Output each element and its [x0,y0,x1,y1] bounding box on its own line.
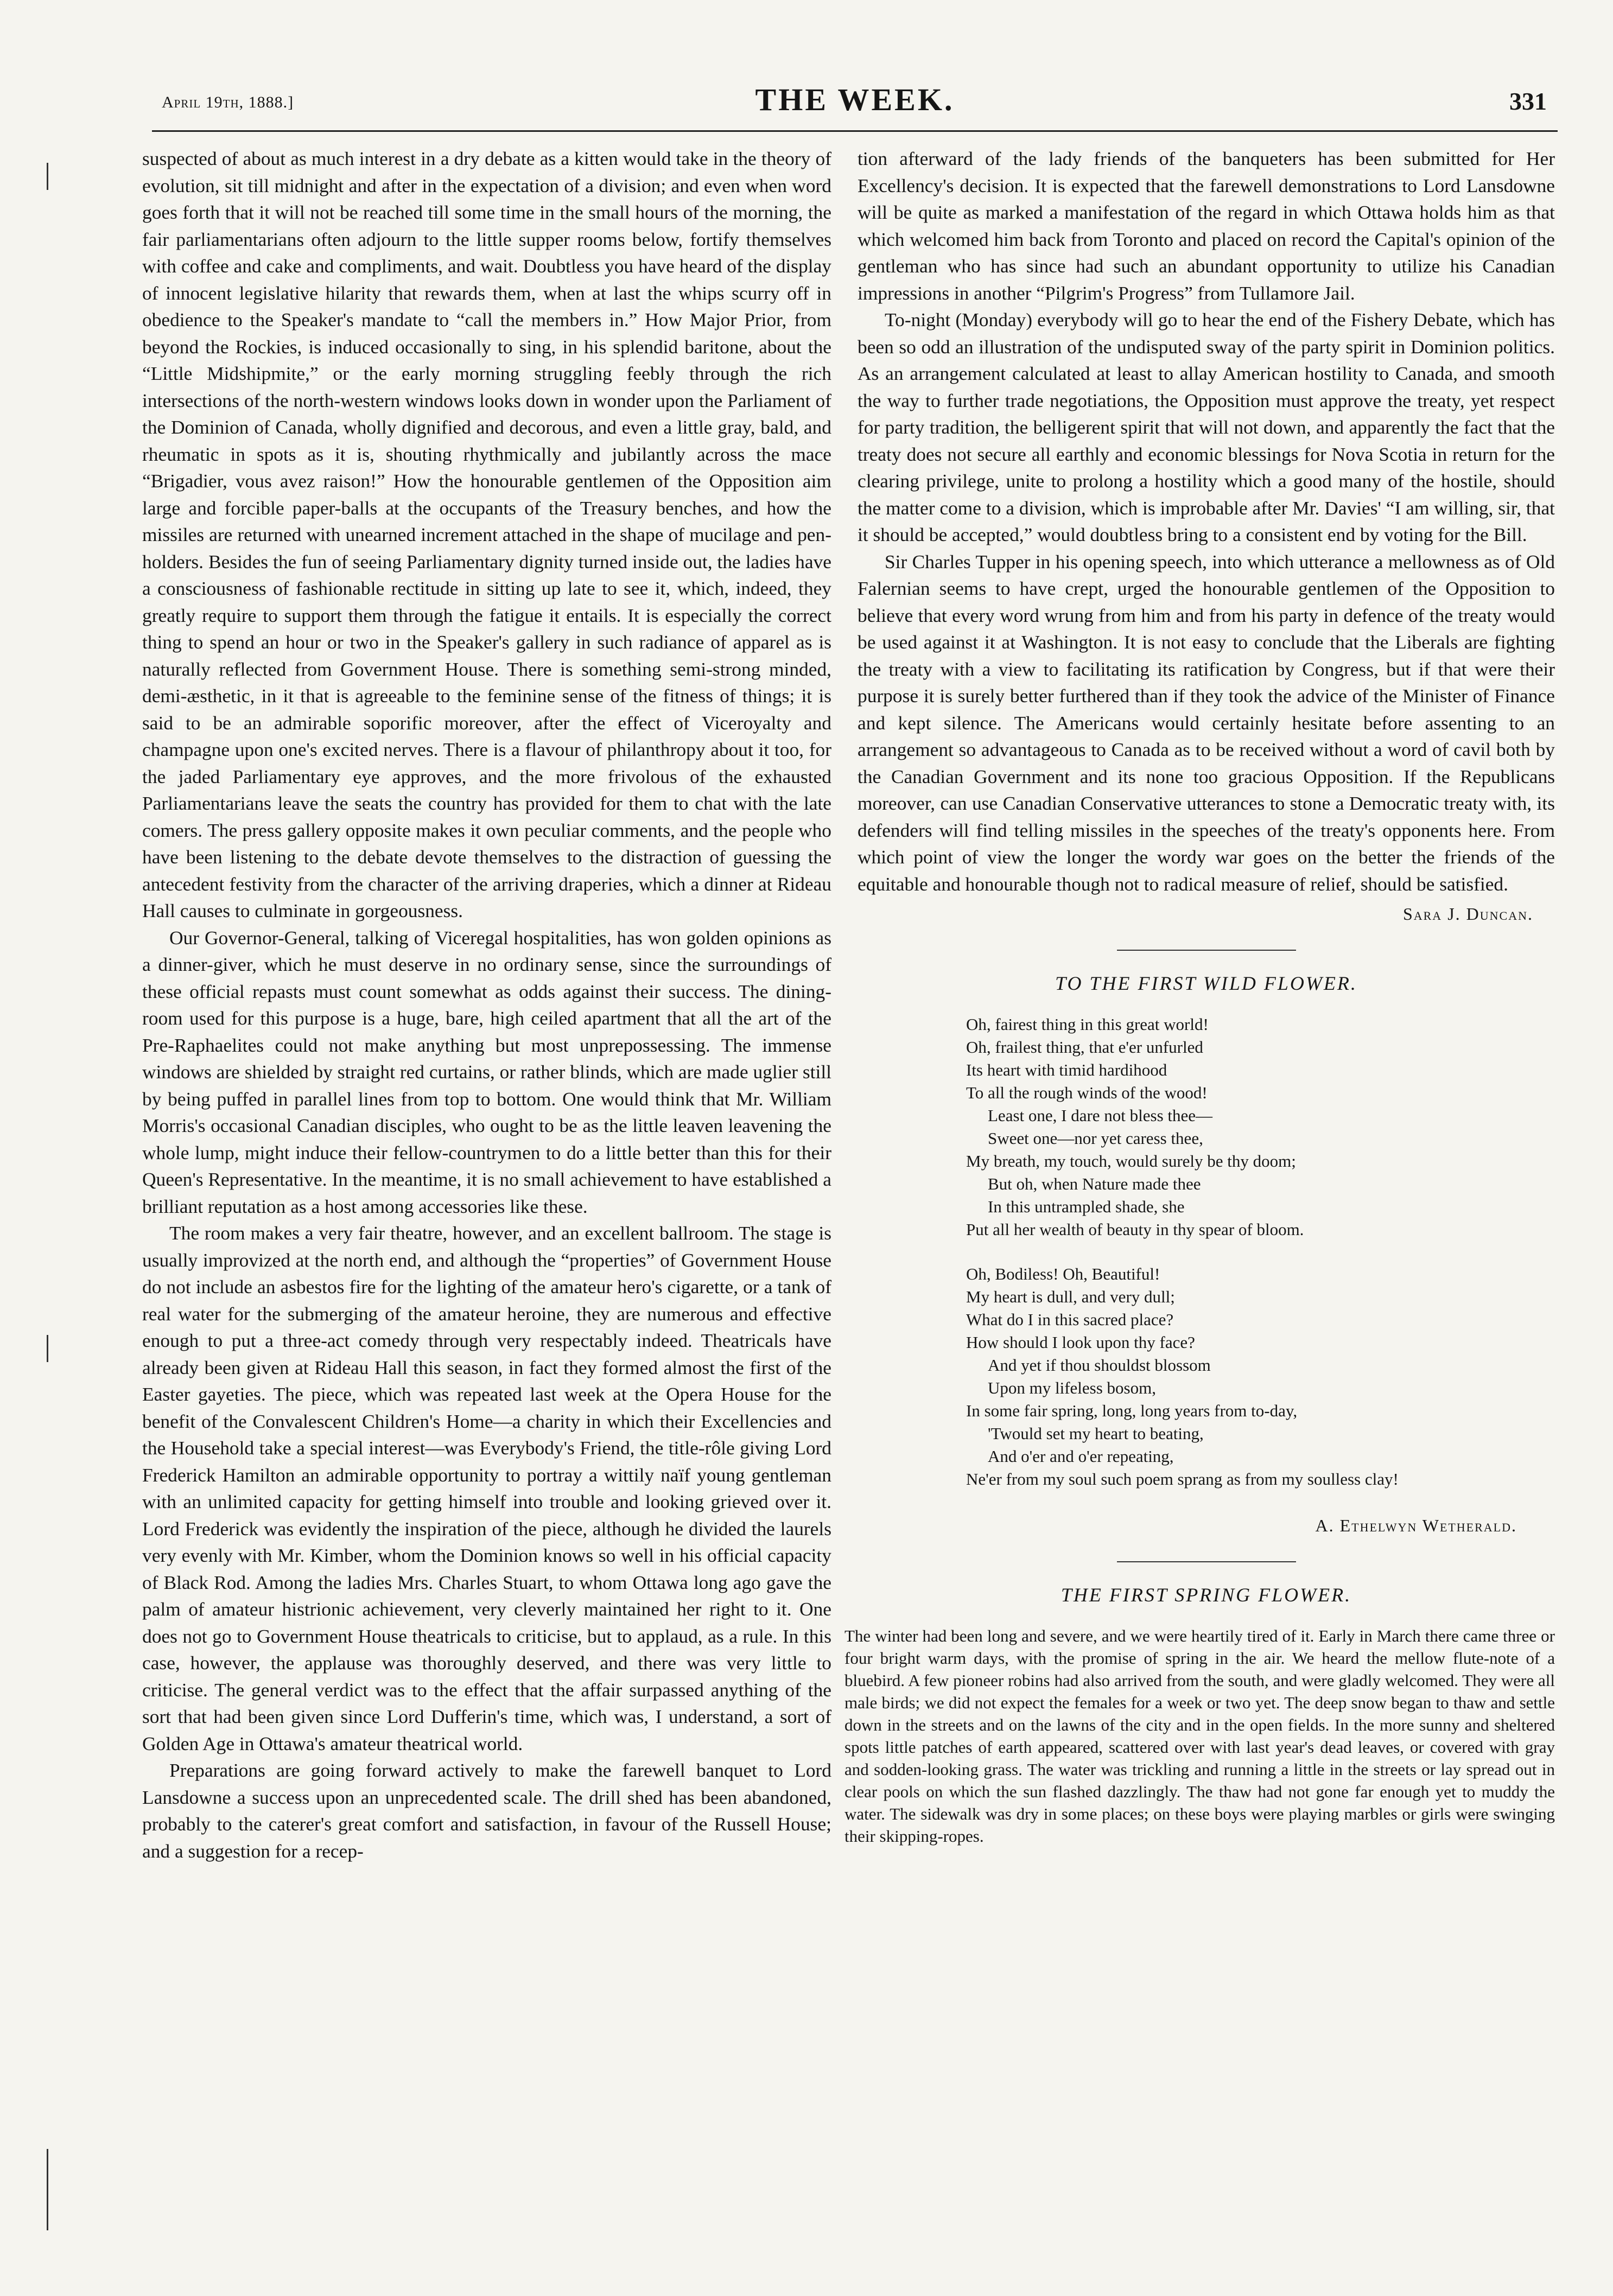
paragraph: Our Governor-General, talking of Viceregal hospitalities, has won golden opinions as a dinner-giver, which he must deserve in no ordinary sense, since the surroundings of these official repasts must count somewhat as odds against their success. The dining-room used for this purpose is a huge, bare, high ceiled apartment that all the art of the Pre-Raphaelites could not make anything but most unprepossessing. The immense windows are shielded by straight red curtains, or rather blinds, which are made uglier still by being puffed in parallel lines from top to bottom. One would think that Mr. William Morris's occasional Canadian disciples, who ought to be as the little leaven leavening the whole lump, might induce their fellow-countrymen to do a little better than this for their Queen's Representative. In the meantime, it is no small achievement to have established a brilliant reputation as a host among accessories like these. [142,926,831,1217]
margin-mark [47,163,48,190]
poem-line: Oh, Bodiless! Oh, Beautiful! [966,1264,1160,1283]
poem-line: Sweet one—nor yet caress thee, [988,1129,1203,1148]
paragraph: Sir Charles Tupper in his opening speech, into which utterance a mellowness as of Old Falernian seems to have crept, urged the honourable gentlemen of the Opposition to believe that every word wrung from him and from his party in defence of the treaty would be used against it at Washington. It is not easy to conclude that the Liberals are fighting the treaty with a view to facilitating its ratification by Congress, but if that were their purpose it is surely better furthered than if they took the advice of the Minister of Finance and kept silence. The Americans would certainly hesitate before assenting to an arrangement so advantageous to Canada as to be received without a word of cavil both by the Canadian Government and its none too gracious Opposition. If the Republicans moreover, can use Canadian Conservative utterances to stone a Democratic treaty with, its defenders will find telling missiles in the speeches of the treaty's opponents here. From which point of view the longer the wordy war goes on the better the friends of the equitable and honourable though not to radical measure of relief, should be satisfied. [858,550,1555,895]
publication-title: THE WEEK. [755,82,955,117]
paragraph: The room makes a very fair theatre, however, and an excellent ballroom. The stage is usually improvized at the north end, and although the “properties” of Government House do not include an asbestos fire for the lighting of the amateur hero's cigarette, or a tank of real water for the submerging of the amateur heroine, they are numerous and effective enough to put a three-act comedy through very respectably indeed. Theatricals have already been given at Rideau Hall this season, in fact they formed almost the first of the Easter gayeties. The piece, which was repeated last week at the Opera House for the benefit of the Convalescent Children's Home—a charity in which their Excellencies and the Household take a special interest—was Everybody's Friend, the title-rôle giving Lord Frederick Hamilton an admirable opportunity to portray a wittily naïf young gentleman with an unlimited capacity for getting himself into trouble and looking grieved over it. Lord Frederick was evidently the inspiration of the piece, although he divided the laurels very evenly with Mr. Kimber, whom the Dominion knows so well in his official capacity of Black Rod. Among the ladies Mrs. Charles Stuart, to whom Ottawa long ago gave the palm of amateur histrionic achievement, very cleverly maintained her right to it. One does not go to Government House theatricals to criticise, but to applaud, as a rule. In this case, however, the applause was thoroughly deserved, and there was very little to criticise. The general verdict was to the effect that the affair surpassed anything of the sort that had been given since Lord Dufferin's time, which was, I understand, a sort of Golden Age in Ottawa's amateur theatrical world. [142,1222,831,1754]
poem-line: What do I in this sacred place? [966,1310,1174,1329]
poem-line: In some fair spring, long, long years from to-day, [966,1401,1298,1420]
poem [966,1013,1555,1491]
page-number: 331 [1509,87,1547,115]
poem-line: Its heart with timid hardihood [966,1060,1167,1079]
poem-line: My heart is dull, and very dull; [966,1287,1175,1306]
poem-line: Oh, fairest thing in this great world! [966,1015,1209,1034]
poem-line: My breath, my touch, would surely be thy doom; [966,1152,1296,1171]
paragraph: The winter had been long and severe, and we were heartily tired of it. Early in March there came three or four bright warm days, with the promise of spring in the air. We heard the mellow flute-note of a bluebird. A few pioneer robins had also arrived from the south, and were gladly welcomed. They were all male birds; we did not expect the females for a week or two yet. The deep snow began to thaw and settle down in the streets and on the lawns of the city and in the open fields. In the more sunny and sheltered spots little patches of earth appeared, scattered over with last year's dead leaves, or covered with gray and sodden-looking grass. The water was trickling and running a little in the streets or lay spread out in clear pools on which the sun flashed dazzlingly. The thaw had not gone far enough yet to muddy the water. The sidewalk was dry in some places; on these boys were playing marbles or girls were swinging their skipping-ropes. [844,1626,1555,1846]
poem-line: And o'er and o'er repeating, [988,1447,1174,1466]
paragraph: suspected of about as much interest in a dry debate as a kitten would take in the theory of evolution, sit till midnight and after in the expectation of a division; and even when word goes forth that it will not be reached till some time in the small hours of the morning, the fair parliamentarians often adjourn to the little supper rooms below, fortify themselves with coffee and cake and compliments, and wait. Doubtless you have heard of the display of innocent legislative hilarity that rewards them, when at last the whips scurry off in obedience to the Speaker's mandate to “call the members in.” How Major Prior, from beyond the Rockies, is induced occasionally to sing, in his splendid baritone, about the “Little Midshipmite,” or the early morning struggling feebly through the rich intersections of the north-western windows looks down in wonder upon the Parliament of the Dominion of Canada, wholly dignified and decorous, and even a little gray, bald, and rheumatic in spots as it is, shouting rhythmically and jubilantly across the mace “Brigadier, vous avez raison!” How the honourable gentlemen of the Opposition aim large and forcible paper-balls at the occupants of the Treasury benches, and how the missiles are returned with unearned increment attached in the shape of mucilage and pen-holders. Besides the fun of seeing Parliamentary dignity turned inside out, the ladies have a consciousness of fashionable rectitude in sitting up late to see it, which, indeed, they greatly require to support them through the fatigue it entails. It is especially the correct thing to spend an hour or two in the Speaker's gallery in such radiance of apparel as is naturally reflected from Government House. There is something semi-strong minded, demi-æsthetic, in it that is agreeable to the feminine sense of the fitness of things; it is said to be an admirable soporific moreover, after the effect of Viceroyalty and champagne upon one's excited nerves. There is a flavour of philanthropy about it too, for the jaded Parliamentary eye approves, and the more frivolous of the exhausted Parliamentarians leave the seats the country has provided for them to chat with the late comers. The press gallery opposite makes it own peculiar comments, and the people who have been listening to the debate devote themselves to the distraction of guessing the antecedent festivity from the character of the arriving draperies, which a dinner at Rideau Hall causes to culminate in gorgeousness. [142,148,831,921]
article-signature: Sara J. Duncan. [1402,904,1533,924]
margin-mark [47,2149,48,2230]
poem-title: TO THE FIRST WILD FLOWER. [1055,972,1357,994]
article-body [844,1625,1555,1847]
poem-line: To all the rough winds of the wood! [966,1083,1208,1102]
header-rule [152,130,1558,132]
poem-line: Put all her wealth of beauty in thy spear of bloom. [966,1220,1304,1239]
right-column [844,145,1555,2153]
section-divider [1117,950,1296,951]
poem-line: Ne'er from my soul such poem sprang as from my soulless clay! [966,1470,1399,1489]
paragraph: To-night (Monday) everybody will go to hear the end of the Fishery Debate, which has been so odd an illustration of the undisputed sway of the party spirit in Dominion politics. As an arrangement calculated at least to allay American hostility to Canada, and smooth the way to further trade negotiations, the Opposition must approve the treaty, yet respect for party tradition, the belligerent spirit that will not down, and apparently the fact that the treaty does not secure all earthly and economic blessings for Nova Scotia in return for the clearing privilege, unite to prolong a hostility which a good many of the hostile, should the matter come to a division, which is improbable after Mr. Davies' “I am willing, sir, that it should be accepted,” would doubtless bring to a consistent end by voting for the Bill. [858,309,1555,545]
section-divider [1117,1561,1296,1562]
margin-mark [47,1335,48,1362]
poem-line: Oh, frailest thing, that e'er unfurled [966,1038,1203,1057]
poem-line: 'Twould set my heart to beating, [988,1424,1204,1443]
poem-line: Upon my lifeless bosom, [988,1378,1156,1397]
paragraph: Preparations are going forward actively to make the farewell banquet to Lord Lansdowne a success upon an unprecedented scale. The drill shed has been abandoned, probably to the caterer's great comfort and satisfaction, in favour of the Russell House; and a suggestion for a recep- [142,1759,831,1862]
poem-stanza [966,1263,1555,1491]
poem-line: And yet if thou shouldst blossom [988,1356,1211,1375]
poem-line: But oh, when Nature made thee [988,1174,1201,1193]
issue-date: April 19th, 1888.] [162,93,294,111]
left-column [142,145,831,2099]
poem-line: Least one, I dare not bless thee— [988,1106,1213,1125]
poem-line: In this untrampled shade, she [988,1197,1185,1216]
page-header [157,81,1552,125]
paragraph: tion afterward of the lady friends of the banqueters has been submitted for Her Excellency's decision. It is expected that the farewell demonstrations to Lord Lansdowne will be quite as marked a manifestation of the regard in which Ottawa holds him as that which welcomed him back from Toronto and placed on record the Capital's opinion of the gentleman who has since had such an abundant opportunity to utilize his Canadian impressions in another “Pilgrim's Progress” from Tullamore Jail. [858,148,1555,304]
article-title: THE FIRST SPRING FLOWER. [1060,1583,1352,1606]
poem-author: A. Ethelwyn Wetherald. [1315,1516,1517,1535]
poem-stanza [966,1013,1555,1241]
poem-line: How should I look upon thy face? [966,1333,1195,1352]
